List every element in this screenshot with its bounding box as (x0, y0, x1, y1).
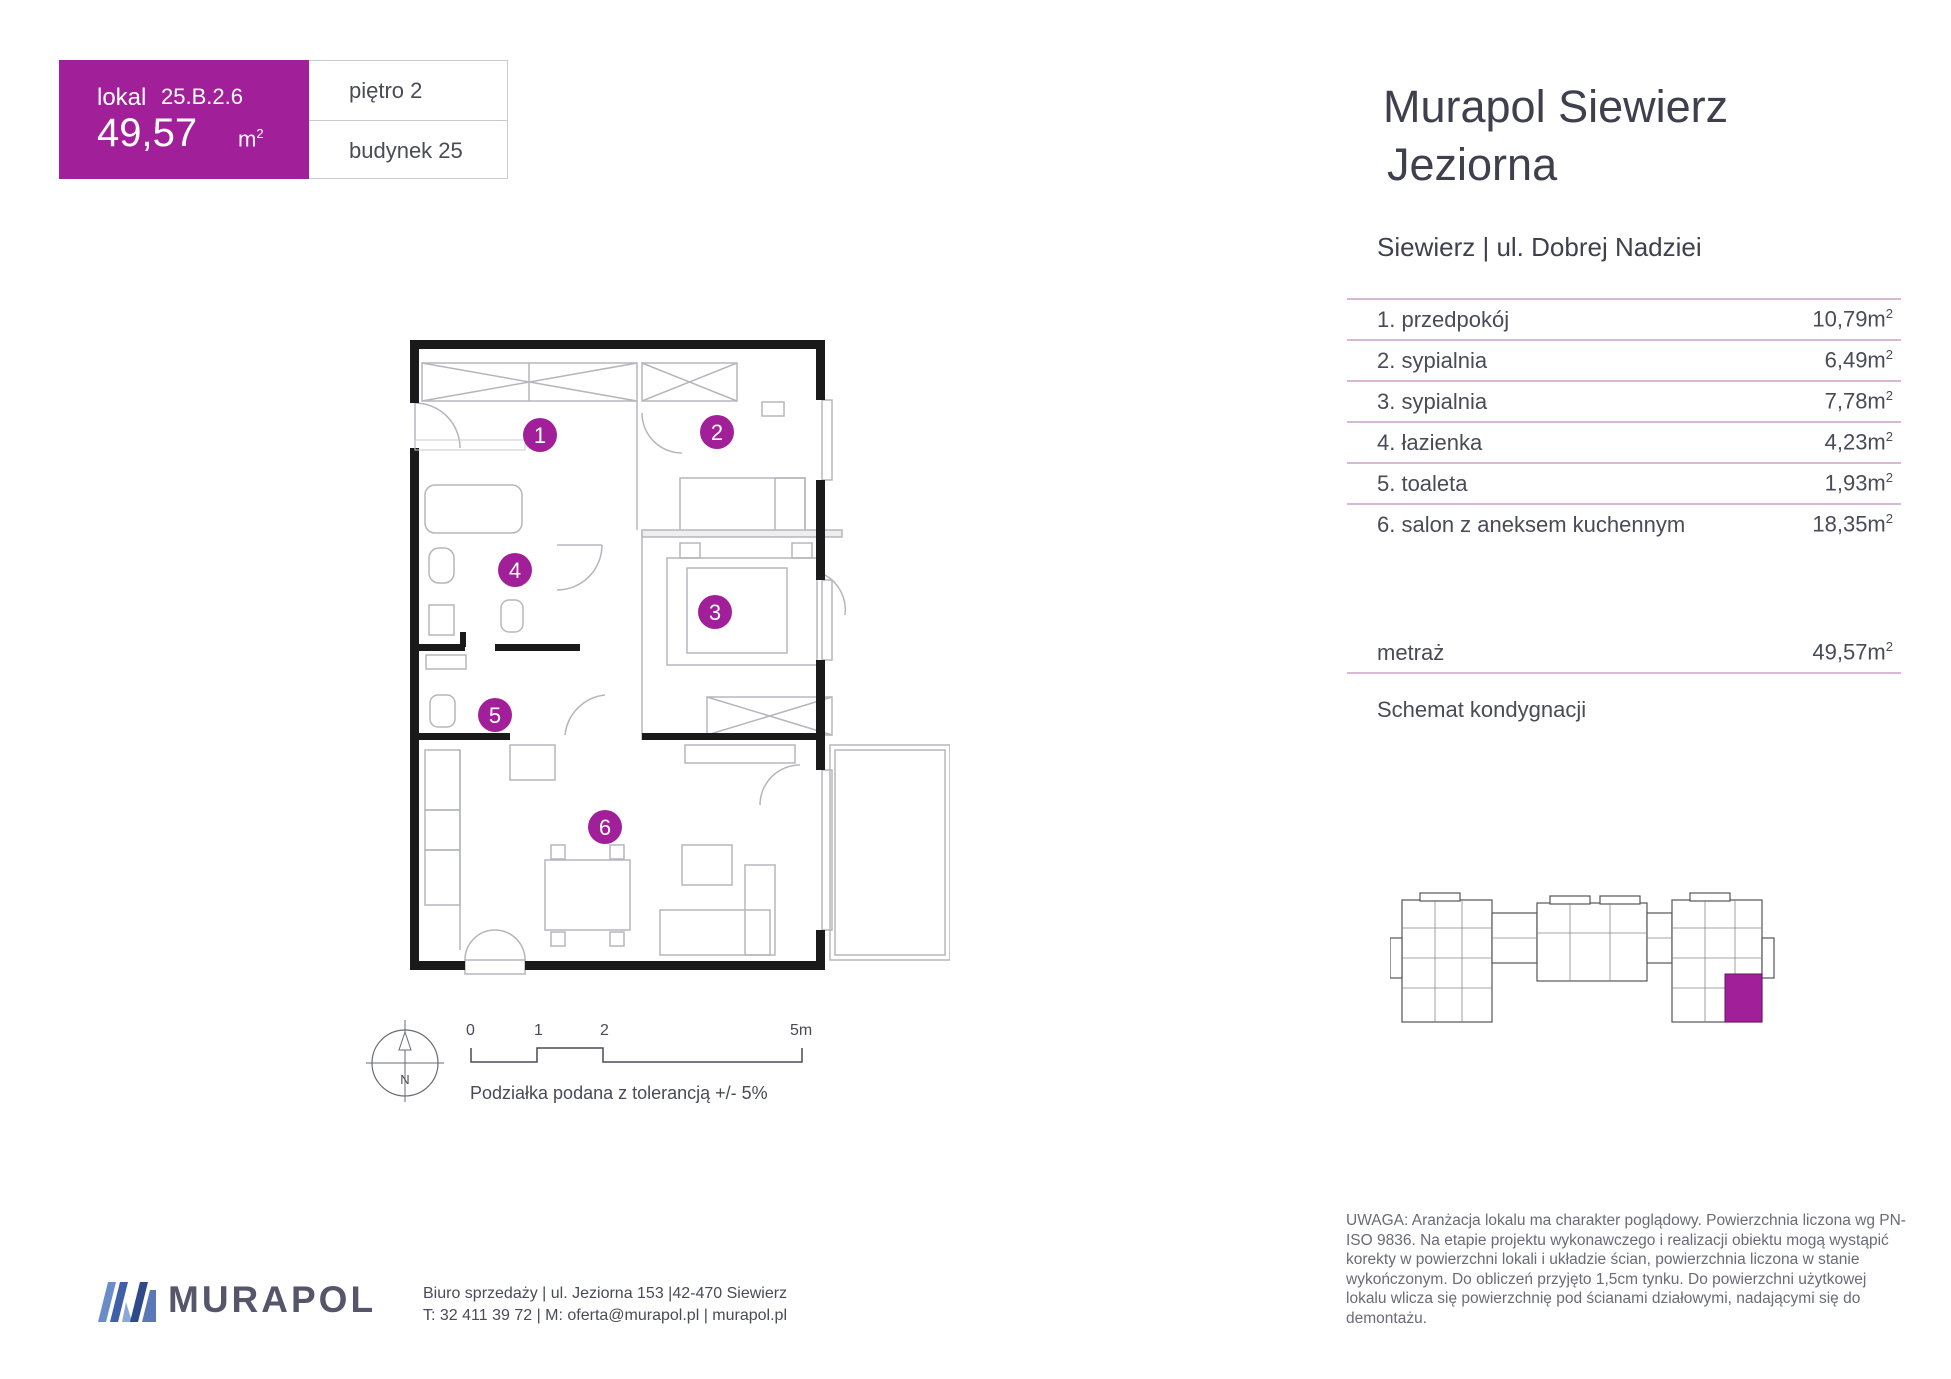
compass-label: N (400, 1072, 410, 1087)
office-address: Biuro sprzedaży | ul. Jeziorna 153 |42-470 Siewierz (423, 1285, 788, 1302)
unit-area-unit: $m^2$ (238, 126, 264, 152)
room-row: 1. przedpokój $10,79m^2$ (1347, 298, 1901, 339)
project-name-line1: Murapol Siewierz (1383, 81, 1729, 132)
sales-office-info (423, 1283, 787, 1327)
room-row: 5. toaleta $1,93m^2$ (1347, 462, 1901, 503)
highlighted-unit (1725, 974, 1762, 1022)
total-label: metraż (1377, 639, 1445, 665)
room-row: 2. sypialnia $6,49m^2$ (1347, 339, 1901, 380)
office-contact: T: 32 411 39 72 | M: oferta@murapol.pl | murapol.pl (423, 1307, 787, 1324)
project-name-line2: Jeziorna (1387, 139, 1558, 190)
building-label: budynek 25 (309, 120, 507, 179)
room-row: 6. salon z aneksem kuchennym $18,35m^2$ (1347, 503, 1901, 544)
project-title (1383, 78, 1728, 194)
scale-tick-2: 2 (600, 1022, 609, 1039)
scale-bar (470, 1046, 810, 1066)
scale-tick-1: 1 (534, 1022, 543, 1039)
building-schema (1390, 888, 1830, 1038)
brand-name: MURAPOL (168, 1279, 377, 1320)
total-value: $49,57m^2$ (1812, 639, 1893, 665)
room-marker-label-5: 5 (488, 703, 502, 728)
total-area-row (1347, 633, 1901, 674)
schema-title: Schemat kondygnacji (1377, 697, 1587, 722)
compass-icon (362, 1018, 448, 1104)
murapol-logo-icon (98, 1276, 156, 1324)
scale-tick-0: 0 (466, 1022, 475, 1039)
room-marker-label-3: 3 (708, 600, 722, 625)
disclaimer-notice: UWAGA: Aranżacja lokalu ma charakter poglądowy. Powierzchnia liczona wg PN-ISO 9836. Na etapie projektu wykonawczego i realizacji obiektu mogą wystąpić korekty w powierzchni lokali i układzie ścian, powierzchnia liczona w stanie wykończonym. Do obliczeń przyjęto 1,5cm tynku. Do powierzchni użytkowej lokalu wlicza się powierzchnię pod ścianami działowymi, nadającymi się do demontażu. (1346, 1212, 1906, 1327)
scale-note: Podziałka podana z tolerancją +/- 5% (470, 1083, 768, 1103)
floor-label: piętro 2 (349, 78, 423, 103)
unit-summary-box (59, 60, 309, 179)
room-marker-label-6: 6 (598, 815, 612, 840)
lokal-id: 25.B.2.6 (161, 84, 243, 109)
room-marker-label-4: 4 (508, 558, 522, 583)
room-list (1347, 298, 1901, 544)
unit-meta-box (309, 60, 508, 179)
project-address: Siewierz | ul. Dobrej Nadziei (1377, 232, 1702, 262)
room-marker-label-1: 1 (533, 423, 547, 448)
lokal-label: lokal (97, 84, 147, 111)
scale-tick-5m: 5m (790, 1022, 813, 1039)
room-row: 4. łazienka $4,23m^2$ (1347, 421, 1901, 462)
floor-plan (360, 340, 950, 1000)
room-marker-label-2: 2 (710, 420, 724, 445)
unit-area: 49,57 (97, 111, 198, 155)
room-row: 3. sypialnia $7,78m^2$ (1347, 380, 1901, 421)
